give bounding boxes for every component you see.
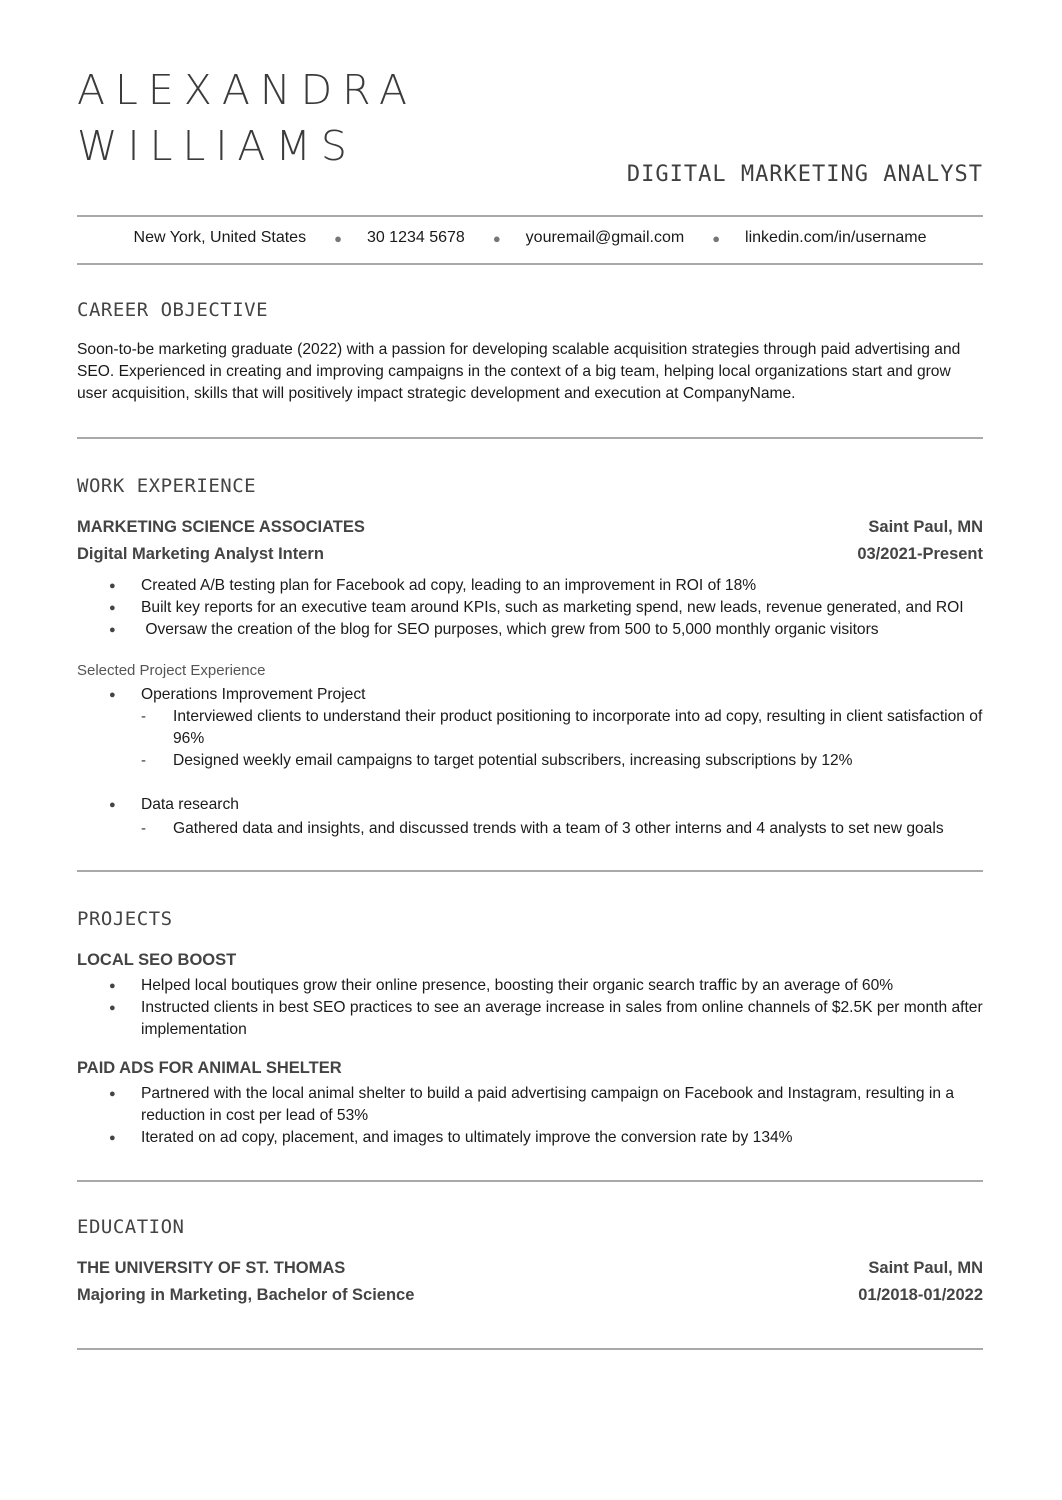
list-item: ● Partnered with the local animal shelter to build a paid advertising campaign on Facebook and Instagram, resulting in a reduction in cost per lead of 53% xyxy=(77,1083,983,1127)
section-title-experience: WORK EXPERIENCE xyxy=(77,475,257,497)
candidate-name xyxy=(77,62,417,174)
list-item xyxy=(77,684,983,772)
selected-projects-heading: Selected Project Experience xyxy=(77,662,266,679)
list-item: - Designed weekly email campaigns to target potential subscribers, increasing subscriptions by 12% xyxy=(77,750,983,772)
role-dates: 03/2021-Present xyxy=(857,545,983,563)
divider xyxy=(77,263,983,265)
experience-bullets xyxy=(77,575,983,641)
school-location: Saint Paul, MN xyxy=(868,1259,983,1277)
first-name: ALEXANDRA xyxy=(77,66,418,114)
project-name: Data research xyxy=(141,796,239,813)
list-item xyxy=(77,794,983,840)
divider xyxy=(77,1180,983,1182)
separator-dot: ● xyxy=(334,230,342,246)
list-item: ● Created A/B testing plan for Facebook ad copy, leading to an improvement in ROI of 18% xyxy=(77,575,983,597)
selected-projects-list xyxy=(77,684,983,840)
divider xyxy=(77,870,983,872)
list-item: ● Built key reports for an executive team around KPIs, such as marketing spend, new leads, revenue generated, and ROI xyxy=(77,597,983,619)
list-item: - Interviewed clients to understand their product positioning to incorporate into ad copy, resulting in client satisfaction of 96% xyxy=(77,706,983,750)
education-school-row xyxy=(77,1259,983,1278)
list-item: ● Oversaw the creation of the blog for SEO purposes, which grew from 500 to 5,000 monthly organic visitors xyxy=(77,619,983,641)
school-name: THE UNIVERSITY OF ST. THOMAS xyxy=(77,1259,346,1277)
education-dates: 01/2018-01/2022 xyxy=(858,1286,983,1304)
section-title-projects: PROJECTS xyxy=(77,908,173,930)
list-item: - Gathered data and insights, and discussed trends with a team of 3 other interns and 4 analysts to set new goals xyxy=(77,818,983,840)
project-details xyxy=(141,818,983,840)
contact-linkedin[interactable]: linkedin.com/in/username xyxy=(745,229,927,246)
degree-name: Majoring in Marketing, Bachelor of Science xyxy=(77,1286,415,1304)
experience-company-row xyxy=(77,518,983,537)
last-name: WILLIAMS xyxy=(77,122,357,170)
education-degree-row xyxy=(77,1286,983,1305)
job-title: DIGITAL MARKETING ANALYST xyxy=(626,162,983,187)
company-name: MARKETING SCIENCE ASSOCIATES xyxy=(77,518,365,536)
company-location: Saint Paul, MN xyxy=(868,518,983,536)
divider xyxy=(77,1348,983,1350)
project-title: LOCAL SEO BOOST xyxy=(77,951,237,969)
contact-location: New York, United States xyxy=(133,229,307,246)
section-title-objective: CAREER OBJECTIVE xyxy=(77,299,269,321)
separator-dot: ● xyxy=(492,230,501,246)
list-item: ● Iterated on ad copy, placement, and images to ultimately improve the conversion rate by 134% xyxy=(77,1127,983,1149)
contact-bar xyxy=(77,226,983,250)
project-bullets xyxy=(77,975,983,1041)
experience-role-row xyxy=(77,545,983,564)
contact-phone[interactable]: 30 1234 5678 xyxy=(366,229,465,246)
list-item: ● Instructed clients in best SEO practices to see an average increase in sales from online channels of $2.5K per month after implementation xyxy=(77,997,983,1041)
project-name: Operations Improvement Project xyxy=(141,686,366,703)
section-title-education: EDUCATION xyxy=(77,1216,185,1238)
project-title: PAID ADS FOR ANIMAL SHELTER xyxy=(77,1059,342,1077)
contact-email[interactable]: youremail@gmail.com xyxy=(525,229,685,246)
separator-dot: ● xyxy=(712,230,721,246)
role-title: Digital Marketing Analyst Intern xyxy=(77,545,324,563)
project-title-row xyxy=(77,951,983,970)
project-title-row xyxy=(77,1059,983,1078)
divider xyxy=(77,437,983,439)
project-bullets xyxy=(77,1083,983,1149)
objective-text: Soon-to-be marketing graduate (2022) with a passion for developing scalable acquisition strategies through paid advertising and SEO. Experienced in creating and improving campaigns in the context of a big team, helping local organizations start and grow user acquisition, skills that will positively impact strategic development and execution at CompanyName. xyxy=(77,341,961,402)
divider xyxy=(77,215,983,217)
project-details xyxy=(141,706,983,772)
list-item: ● Helped local boutiques grow their online presence, boosting their organic search traffic by an average of 60% xyxy=(77,975,983,997)
